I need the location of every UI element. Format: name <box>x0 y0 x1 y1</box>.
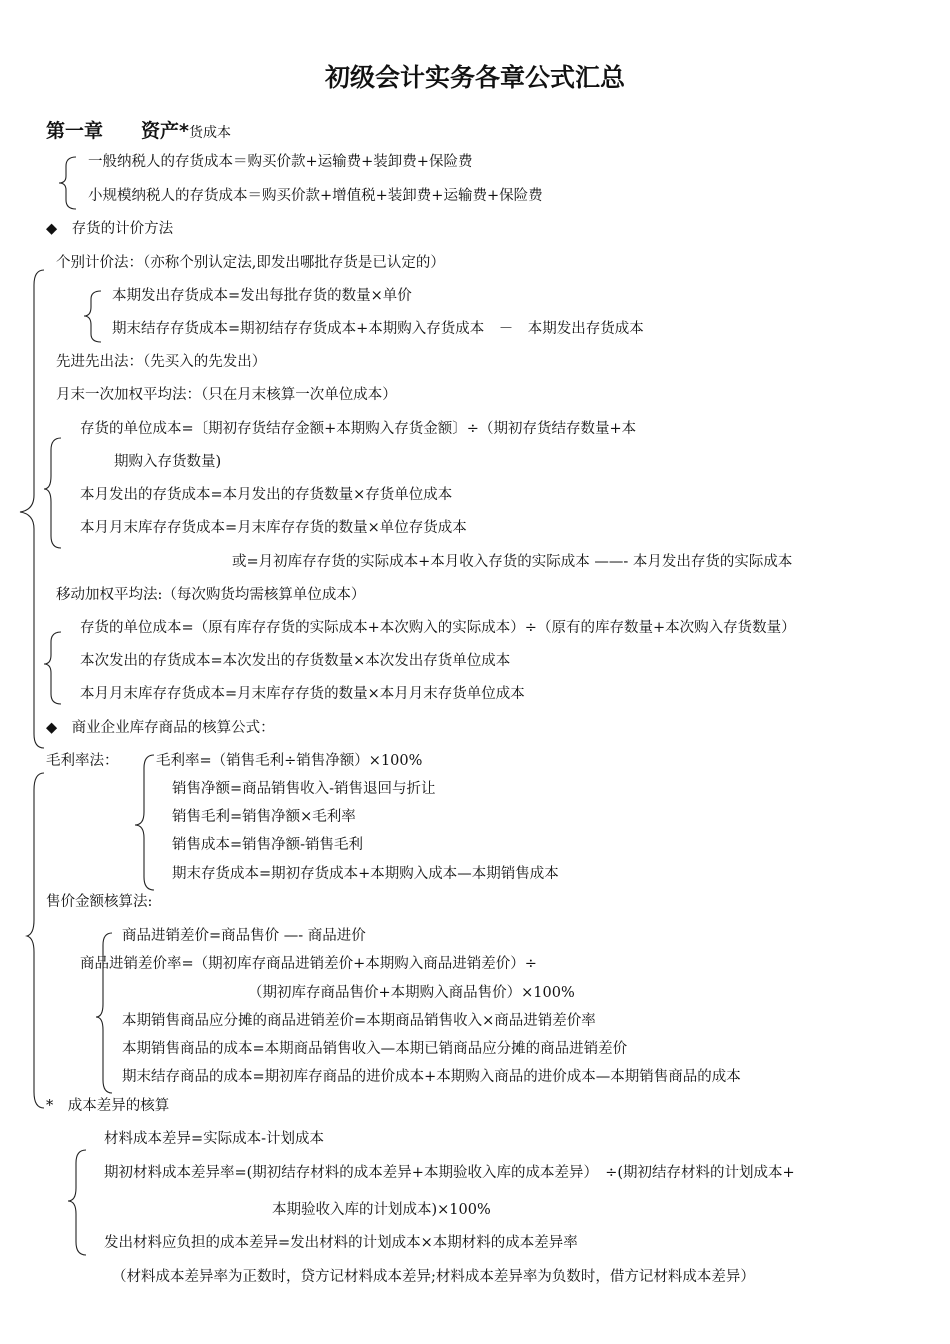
section-merchandise: ◆ 商业企业库存商品的核算公式： <box>46 720 275 736</box>
formula-ending-inventory-cost: 期末存货成本=期初存货成本+本期购入成本—本期销售成本 <box>172 866 559 882</box>
formula-unit-cost-moving: 存货的单位成本=（原有库存存货的实际成本+本次购入的实际成本）÷（原有的库存数量+本次购入存货数量） <box>80 620 796 636</box>
formula-monthly-ending-cost-alt: 或=月初库存存货的实际成本+本月收入存货的实际成本 ——- 本月发出存货的实际成本 <box>232 554 793 570</box>
formula-cost-of-sales: 销售成本=销售净额-销售毛利 <box>172 837 364 853</box>
method-gross-margin: 毛利率法： <box>46 753 119 769</box>
method-specific-identification: 个别计价法：（亦称个别认定法,即发出哪批存货是已认定的） <box>56 255 445 271</box>
formula-issued-cost: 本期发出存货成本=发出每批存货的数量×单价 <box>112 288 412 304</box>
formula-cost-of-goods-sold: 本期销售商品的成本=本期商品销售收入—本期已销商品应分摊的商品进销差价 <box>122 1041 628 1057</box>
formula-gross-profit: 销售毛利=销售净额×毛利率 <box>172 809 356 825</box>
note-variance-direction: （材料成本差异率为正数时，贷方记材料成本差异;材料成本差异率为负数时，借方记材料成本差异） <box>112 1269 755 1285</box>
formula-moving-issued-cost: 本次发出的存货成本=本次发出的存货数量×本次发出存货单位成本 <box>80 653 511 669</box>
formula-moving-ending-cost: 本月月末库存存货成本=月末库存存货的数量×本月月末存货单位成本 <box>80 686 525 702</box>
formula-ending-cost: 期末结存存货成本=期初结存存货成本+本期购入存货成本 － 本期发出存货成本 <box>112 321 644 337</box>
document-title: 初级会计实务各章公式汇总 <box>324 63 625 92</box>
formula-variance-rate: 期初材料成本差异率=(期初结存材料的成本差异+本期验收入库的成本差异） ÷(期初结存材料的计划成本+ <box>104 1165 795 1181</box>
formula-markup: 商品进销差价=商品售价 —- 商品进价 <box>122 928 366 944</box>
chapter-subtitle: 货成本 <box>188 125 231 141</box>
formula-unit-cost-monthly-cont: 期购入存货数量) <box>114 454 222 470</box>
method-moving-weighted-average: 移动加权平均法:（每次购货均需核算单位成本） <box>56 587 366 603</box>
section-cost-variance: * 成本差异的核算 <box>46 1098 170 1114</box>
formula-markup-rate-cont: （期初库存商品售价+本期购入商品售价）×100% <box>248 985 575 1001</box>
chapter-number: 第一章 <box>46 120 104 142</box>
brace-1 <box>59 157 76 209</box>
brace-7 <box>135 755 154 890</box>
formula-material-variance: 材料成本差异=实际成本-计划成本 <box>104 1131 325 1147</box>
section-valuation-methods: ◆ 存货的计价方法 <box>46 221 174 237</box>
formula-monthly-ending-cost: 本月月末库存存货成本=月末库存存货的数量×单位存货成本 <box>80 520 467 536</box>
formula-small-taxpayer: 小规模纳税人的存货成本＝购买价款+增值税+装卸费+运输费+保险费 <box>88 188 543 204</box>
method-fifo: 先进先出法：（先买入的先发出） <box>56 354 267 370</box>
brace-2 <box>20 270 44 748</box>
brace-5 <box>44 632 61 704</box>
brace-9 <box>68 1150 86 1255</box>
formula-ending-goods-cost: 期末结存商品的成本=期初库存商品的进价成本+本期购入商品的进价成本—本期销售商品的成本 <box>122 1069 741 1085</box>
method-retail-price: 售价金额核算法: <box>46 894 153 910</box>
chapter-name: 资产* <box>141 120 189 142</box>
brace-4 <box>44 438 61 548</box>
brace-3 <box>84 291 101 342</box>
formula-gross-margin-rate: 毛利率=（销售毛利÷销售净额）×100% <box>156 753 423 769</box>
formula-issued-variance: 发出材料应负担的成本差异=发出材料的计划成本×本期材料的成本差异率 <box>104 1235 578 1251</box>
formula-variance-rate-cont: 本期验收入库的计划成本)×100% <box>272 1202 491 1218</box>
formula-allocated-markup: 本期销售商品应分摊的商品进销差价=本期商品销售收入×商品进销差价率 <box>122 1013 596 1029</box>
formula-general-taxpayer: 一般纳税人的存货成本＝购买价款+运输费+装卸费+保险费 <box>88 154 473 170</box>
formula-monthly-issued-cost: 本月发出的存货成本=本月发出的存货数量×存货单位成本 <box>80 487 453 503</box>
method-monthly-weighted-average: 月末一次加权平均法：（只在月末核算一次单位成本） <box>56 387 397 403</box>
brace-6 <box>27 773 44 1108</box>
formula-unit-cost-monthly: 存货的单位成本=〔期初存货结存金额+本期购入存货金额〕÷（期初存货结存数量+本 <box>80 421 637 437</box>
formula-markup-rate: 商品进销差价率=（期初库存商品进销差价+本期购入商品进销差价）÷ <box>80 956 537 972</box>
formula-net-sales: 销售净额=商品销售收入-销售退回与折让 <box>172 781 436 797</box>
